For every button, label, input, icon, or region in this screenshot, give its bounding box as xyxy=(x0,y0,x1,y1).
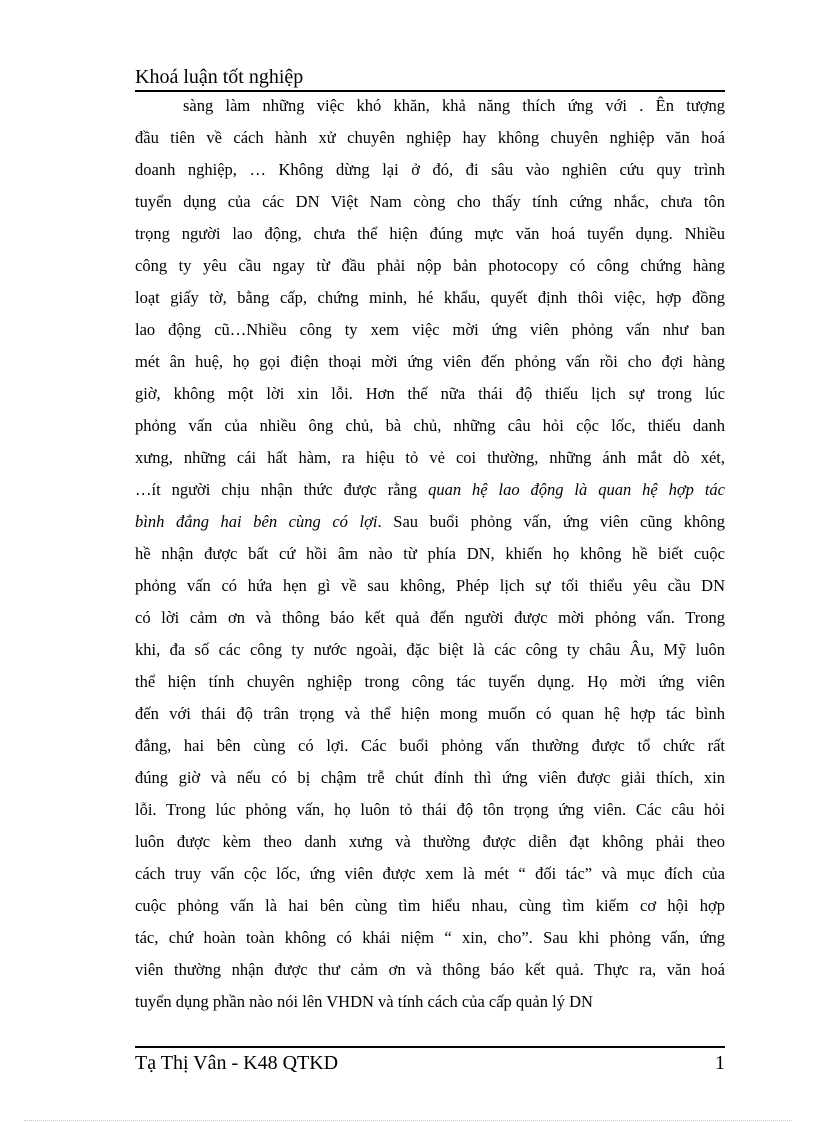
page-number: 1 xyxy=(715,1052,725,1074)
text-line: xưng, những cái hất hàm, ra hiệu tỏ vẻ coi thường, những ánh mắt dò xét, xyxy=(135,448,725,467)
text-line: công ty yêu cầu ngay từ đầu phải nộp bản photocopy có công chứng hàng xyxy=(135,256,725,275)
text-line: phỏng vấn có hứa hẹn gì về sau không, Phép lịch sự tối thiểu yêu cầu DN xyxy=(135,576,725,595)
page-bottom-edge xyxy=(24,1120,792,1121)
text-line: lao động cũ…Nhiều công ty xem việc mời ứng viên phỏng vấn như ban xyxy=(135,320,725,339)
text-line-mixed xyxy=(135,474,725,506)
text-line: khi, đa số các công ty nước ngoài, đặc biệt là các công ty châu Âu, Mỹ luôn xyxy=(135,640,725,659)
text-line: lỗi. Trong lúc phỏng vấn, họ luôn tỏ thái độ tôn trọng ứng viên. Các câu hỏi xyxy=(135,800,725,819)
italic-quote: quan hệ lao động là quan hệ hợp tác xyxy=(428,480,725,499)
text-line: đầu tiên về cách hành xử chuyên nghiệp hay không chuyên nghiệp văn hoá xyxy=(135,128,725,147)
text-line: luôn được kèm theo danh xưng và thường được diễn đạt không phải theo xyxy=(135,832,725,851)
page-header-title: Khoá luận tốt nghiệp xyxy=(135,66,304,88)
text-line: trọng người lao động, chưa thể hiện đúng mực văn hoá tuyển dụng. Nhiều xyxy=(135,224,725,243)
text-line: tác, chứ hoàn toàn không có khái niệm “ xin, cho”. Sau khi phỏng vấn, ứng xyxy=(135,928,725,947)
text-line: cuộc phỏng vấn là hai bên cùng tìm hiểu nhau, cùng tìm kiếm cơ hội hợp xyxy=(135,896,725,915)
text-line: doanh nghiệp, … Không dừng lại ở đó, đi sâu vào nghiên cứu quy trình xyxy=(135,160,725,179)
text-line: thể hiện tính chuyên nghiệp trong công tác tuyển dụng. Họ mời ứng viên xyxy=(135,672,725,691)
text-line: loạt giấy tờ, bằng cấp, chứng minh, hé khẩu, quyết định thôi việc, hợp đồng xyxy=(135,288,725,307)
text-line: giờ, không một lời xin lỗi. Hơn thế nữa thái độ thiếu lịch sự trong lúc xyxy=(135,384,725,403)
text-line: sàng làm những việc khó khăn, khả năng thích ứng với . Ên tượng xyxy=(183,96,725,115)
italic-quote: bình đẳng hai bên cùng có lợi xyxy=(135,512,378,531)
text-line: viên thường nhận được thư cảm ơn và thông báo kết quả. Thực ra, văn hoá xyxy=(135,960,725,979)
text-line-mixed xyxy=(135,506,725,538)
text-segment: . Sau buổi phỏng vấn, ứng viên cũng không xyxy=(377,512,725,531)
text-line: tuyển dụng của các DN Việt Nam còng cho thấy tính cứng nhắc, chưa tôn xyxy=(135,192,725,211)
text-line: cách truy vấn cộc lốc, ứng viên được xem là mét “ đối tác” và mục đích của xyxy=(135,864,725,883)
text-segment: …ít người chịu nhận thức được rằng xyxy=(135,480,429,499)
footer-author: Tạ Thị Vân - K48 QTKD xyxy=(135,1052,339,1074)
text-line: mét ân huệ, họ gọi điện thoại mời ứng viên đến phỏng vấn rồi cho đợi hàng xyxy=(135,352,725,371)
text-line: đẳng, hai bên cùng có lợi. Các buổi phỏng vấn thường được tổ chức rất xyxy=(135,736,725,755)
text-line: đến với thái độ trân trọng và thể hiện mong muốn có quan hệ hợp tác bình xyxy=(135,704,725,723)
text-line: tuyển dụng phần nào nói lên VHDN và tính cách của cấp quản lý DN xyxy=(135,992,593,1011)
body-paragraph xyxy=(135,90,725,1018)
text-line: phỏng vấn của nhiều ông chủ, bà chủ, những câu hỏi cộc lốc, thiếu danh xyxy=(135,416,725,435)
footer-divider xyxy=(135,1046,725,1048)
text-line: hề nhận được bất cứ hồi âm nào từ phía DN, khiến họ không hề biết cuộc xyxy=(135,544,725,563)
text-line: đúng giờ và nếu có bị chậm trễ chút đỉnh thì ứng viên được giải thích, xin xyxy=(135,768,725,787)
text-line: có lời cảm ơn và thông báo kết quả đến người được mời phỏng vấn. Trong xyxy=(135,608,725,627)
